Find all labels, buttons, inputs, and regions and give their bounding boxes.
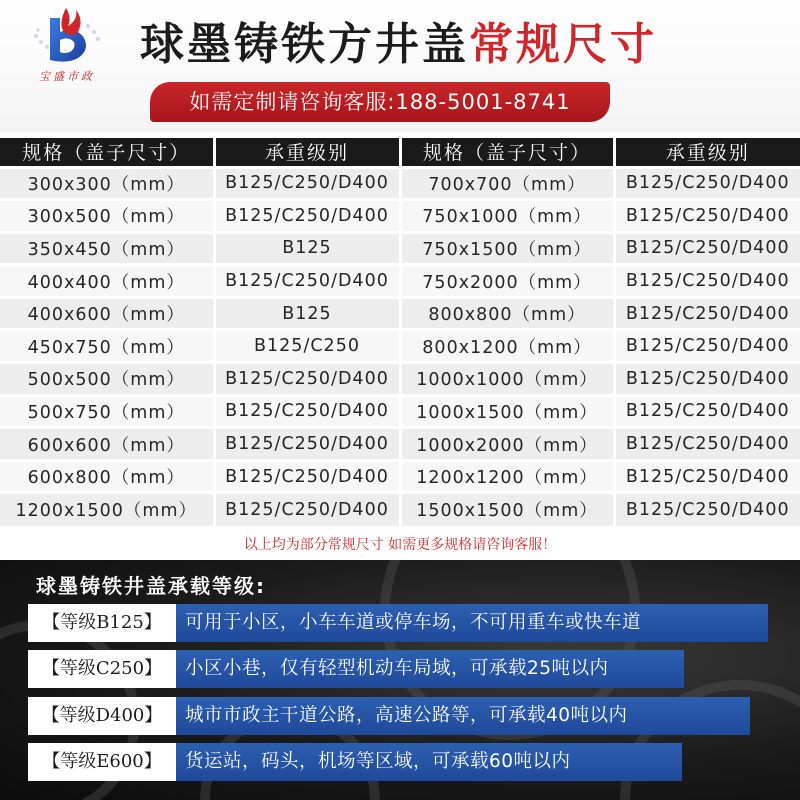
grade-label: 【等级D400】 (28, 697, 176, 735)
load-class-cell: B125/C250/D400 (614, 297, 800, 330)
size-cell: 500x750（mm） (0, 395, 214, 428)
load-class-cell: B125/C250/D400 (214, 395, 400, 428)
column-header: 规格（盖子尺寸） (400, 138, 614, 167)
grade-label: 【等级C250】 (28, 650, 176, 688)
size-cell: 750x1000（mm） (400, 200, 614, 233)
size-cell: 450x750（mm） (0, 330, 214, 363)
table-row (0, 200, 800, 233)
size-cell: 1200x1500（mm） (0, 493, 214, 526)
load-class-cell: B125/C250 (214, 330, 400, 363)
size-cell: 750x1500（mm） (400, 232, 614, 265)
size-cell: 300x300（mm） (0, 167, 214, 200)
table-note: 以上均为部分常规尺寸 如需更多规格请咨询客服！ (0, 533, 800, 557)
load-class-cell: B125/C250/D400 (614, 460, 800, 493)
table-body (0, 167, 800, 526)
grade-description: 城市市政主干道公路，高速公路等，可承载40吨以内 (176, 697, 750, 735)
grade-label: 【等级B125】 (28, 604, 176, 642)
load-class-cell: B125/C250/D400 (614, 493, 800, 526)
load-grades-section (0, 560, 800, 800)
title-highlight: 常规尺寸 (469, 19, 657, 70)
load-class-cell: B125/C250/D400 (614, 363, 800, 396)
grade-description: 货运站，码头，机场等区域，可承载60吨以内 (176, 743, 682, 781)
load-class-cell: B125/C250/D400 (214, 200, 400, 233)
title-main: 球墨铸铁方井盖 (140, 19, 469, 70)
load-class-cell: B125/C250/D400 (614, 395, 800, 428)
table-row (0, 330, 800, 363)
table-row (0, 265, 800, 298)
load-class-cell: B125 (214, 232, 400, 265)
spec-table (0, 138, 800, 526)
load-class-cell: B125/C250/D400 (214, 167, 400, 200)
load-class-cell: B125/C250/D400 (614, 200, 800, 233)
grade-description: 可用于小区，小车车道或停车场，不可用重车或快车道 (176, 604, 768, 642)
load-class-cell: B125/C250/D400 (614, 232, 800, 265)
size-cell: 1200x1200（mm） (400, 460, 614, 493)
size-cell: 800x1200（mm） (400, 330, 614, 363)
column-header: 规格（盖子尺寸） (0, 138, 214, 167)
size-cell: 1500x1500（mm） (400, 493, 614, 526)
table-row (0, 297, 800, 330)
size-cell: 500x500（mm） (0, 363, 214, 396)
page-title (140, 14, 657, 76)
contact-banner: 如需定制请咨询客服:188-5001-8741 (150, 82, 610, 122)
load-class-cell: B125/C250/D400 (214, 363, 400, 396)
load-class-cell: B125/C250/D400 (614, 265, 800, 298)
size-cell: 400x400（mm） (0, 265, 214, 298)
size-cell: 1000x1000（mm） (400, 363, 614, 396)
column-header: 承重级别 (214, 138, 400, 167)
size-cell: 600x600（mm） (0, 428, 214, 461)
load-class-cell: B125/C250/D400 (214, 460, 400, 493)
load-class-cell: B125/C250/D400 (214, 428, 400, 461)
table-row (0, 493, 800, 526)
size-cell: 600x800（mm） (0, 460, 214, 493)
size-cell: 300x500（mm） (0, 200, 214, 233)
grade-label: 【等级E600】 (28, 743, 176, 781)
size-cell: 800x800（mm） (400, 297, 614, 330)
grade-description: 小区小巷，仅有轻型机动车局域，可承载25吨以内 (176, 650, 684, 688)
load-class-cell: B125/C250/D400 (214, 493, 400, 526)
page-header (0, 0, 800, 132)
load-class-cell: B125 (214, 297, 400, 330)
load-class-cell: B125/C250/D400 (614, 428, 800, 461)
table-row (0, 167, 800, 200)
table-row (0, 363, 800, 396)
company-logo (28, 6, 106, 88)
column-header: 承重级别 (614, 138, 800, 167)
table-header-row (0, 138, 800, 167)
load-class-cell: B125/C250/D400 (614, 330, 800, 363)
table-row (0, 460, 800, 493)
logo-text: 宝盛市政 (39, 70, 95, 83)
logo-icon (28, 6, 106, 70)
size-cell: 350x450（mm） (0, 232, 214, 265)
size-cell: 1000x2000（mm） (400, 428, 614, 461)
size-cell: 700x700（mm） (400, 167, 614, 200)
load-class-cell: B125/C250/D400 (614, 167, 800, 200)
table-row (0, 395, 800, 428)
size-cell: 1000x1500（mm） (400, 395, 614, 428)
grades-title: 球墨铸铁井盖承载等级: (36, 574, 266, 598)
table-row (0, 232, 800, 265)
table-row (0, 428, 800, 461)
size-cell: 400x600（mm） (0, 297, 214, 330)
size-cell: 750x2000（mm） (400, 265, 614, 298)
load-class-cell: B125/C250/D400 (214, 265, 400, 298)
